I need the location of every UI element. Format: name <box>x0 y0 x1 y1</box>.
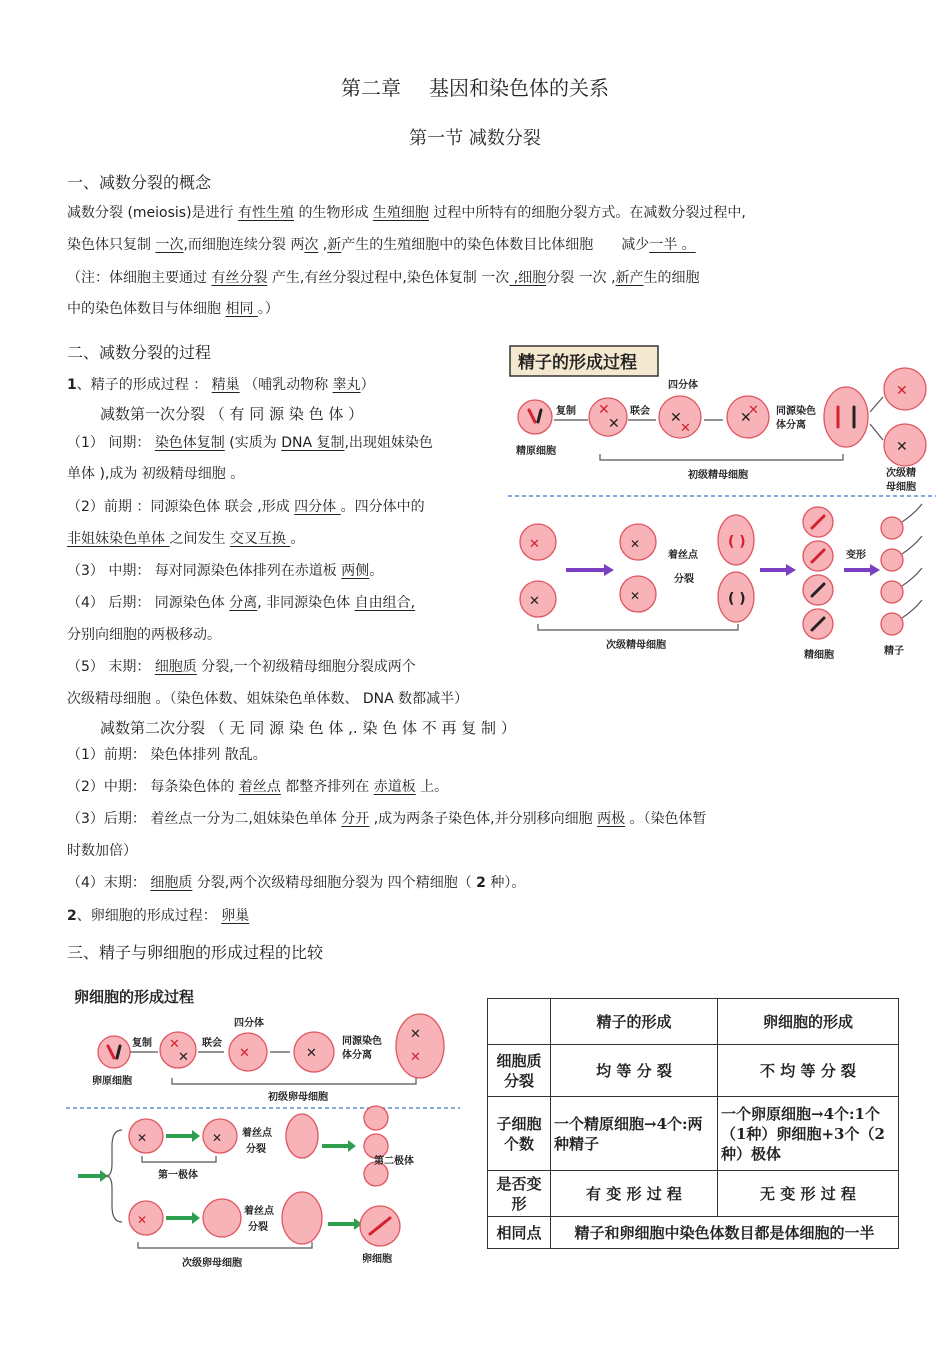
table-cell: 无 变 形 过 程 <box>718 1171 899 1217</box>
svg-text:✕: ✕ <box>178 1050 189 1065</box>
svg-text:✕: ✕ <box>212 1131 223 1145</box>
chapter-title: 第二章 基因和染色体的关系 <box>341 76 609 100</box>
svg-text:✕: ✕ <box>137 1213 148 1227</box>
label-secondary: 次级卵母细胞 <box>182 1258 242 1269</box>
table-header: 精子的形成 <box>551 999 718 1045</box>
label-primary: 初级卵母细胞 <box>268 1092 328 1103</box>
table-row-header: 子细胞个数 <box>488 1097 551 1171</box>
svg-text:✕: ✕ <box>137 1131 148 1145</box>
label-synapsis: 联会 <box>202 1038 222 1049</box>
svg-text:✕: ✕ <box>410 1050 421 1065</box>
concept-line-4: 中的染色体数目与体细胞 相同 。） <box>67 301 279 317</box>
table-row-header: 细胞质分裂 <box>488 1045 551 1097</box>
svg-text:✕: ✕ <box>169 1037 180 1052</box>
label-centromere: 着丝点 <box>668 550 698 561</box>
label-secondary-short2: 母细胞 <box>886 482 916 493</box>
table-row <box>488 999 899 1045</box>
anaphase1-cell <box>824 387 868 447</box>
label-homolog-sep2: 体分离 <box>342 1050 372 1061</box>
label-first-polar: 第一极体 <box>158 1170 198 1181</box>
metaphase-line: （3） 中期： 每对同源染色体排列在赤道板 两侧。 <box>67 563 384 579</box>
table-cell: 一个精原细胞→4个:两种精子 <box>551 1097 718 1171</box>
table-cell: 不 均 等 分 裂 <box>718 1045 899 1097</box>
concept-line-3: （注：体细胞主要通过 有丝分裂 产生,有丝分裂过程中,染色体复制 一次 ,细胞分裂 一次 ,新产生的细胞 <box>67 270 700 286</box>
label-copy: 复制 <box>556 406 576 417</box>
table-row <box>488 1097 899 1171</box>
sperm-formation-diagram <box>508 342 936 664</box>
label-spermatid: 精细胞 <box>804 650 834 661</box>
table-row-header: 相同点 <box>488 1217 551 1249</box>
telophase-line: （5） 末期： 细胞质 分裂,一个初级精母细胞分裂成两个 <box>67 659 416 675</box>
label-second-polar: 第二极体 <box>374 1156 414 1167</box>
label-secondary: 次级精母细胞 <box>606 640 666 651</box>
label-centromere-1: 着丝点 <box>242 1128 272 1139</box>
svg-text:✕: ✕ <box>630 589 641 603</box>
svg-text:✕: ✕ <box>896 439 908 455</box>
part2-heading: 二、减数分裂的过程 <box>67 343 212 362</box>
svg-text:( ): ( ) <box>728 534 746 550</box>
m2-metaphase-line: （2）中期： 每条染色体的 着丝点 都整齐排列在 赤道板 上。 <box>67 779 449 795</box>
table-cell: 有 变 形 过 程 <box>551 1171 718 1217</box>
section-title: 第一节 减数分裂 <box>409 128 541 149</box>
label-homolog-sep: 同源染色 <box>342 1036 382 1047</box>
table-cell: 均 等 分 裂 <box>551 1045 718 1097</box>
part1-heading: 一、减数分裂的概念 <box>67 173 212 192</box>
svg-text:✕: ✕ <box>306 1046 317 1061</box>
label-split-2: 分裂 <box>248 1222 268 1233</box>
label-homolog-sep: 同源染色 <box>776 406 816 417</box>
svg-text:( ): ( ) <box>728 591 746 607</box>
svg-text:✕: ✕ <box>680 421 691 436</box>
svg-text:✕: ✕ <box>630 537 641 551</box>
part3-heading: 三、精子与卵细胞的形成过程的比较 <box>67 943 324 962</box>
table-row <box>488 1171 899 1217</box>
svg-text:✕: ✕ <box>529 594 540 609</box>
label-split-1: 分裂 <box>246 1144 266 1155</box>
table-cell <box>488 999 551 1045</box>
label-tetrad: 四分体 <box>668 380 698 391</box>
table-header: 卵细胞的形成 <box>718 999 899 1045</box>
second-division-heading: 减数第二次分裂 （ 无 同 源 染 色 体 ,. 染 色 体 不 再 复 制 ） <box>100 719 516 737</box>
svg-text:✕: ✕ <box>529 537 540 552</box>
egg-formation-diagram <box>66 986 460 1270</box>
anaphase-line: （4） 后期： 同源染色体 分离, 非同源染色体 自由组合, <box>67 595 416 611</box>
table-cell: 精子和卵细胞中染色体数目都是体细胞的一半 <box>551 1217 899 1249</box>
spermatogonium-cell <box>518 400 552 434</box>
concept-line-1: 减数分裂 (meiosis)是进行 有性生殖 的生物形成 生殖细胞 过程中所特有的细胞分裂方式。在减数分裂过程中, <box>67 205 746 221</box>
m2-anaphase-line-2: 时数加倍） <box>67 843 137 859</box>
label-tetrad: 四分体 <box>234 1018 264 1029</box>
m2-prophase-line: （1）前期： 染色体排列 散乱。 <box>67 747 267 763</box>
interphase-line-2: 单体 ),成为 初级精母细胞 。 <box>67 466 245 482</box>
svg-text:✕: ✕ <box>239 1046 250 1061</box>
concept-line-2: 染色体只复制 一次,而细胞连续分裂 两次 ,新产生的生殖细胞中的染色体数目比体细胞 减少一半 。 <box>67 237 696 253</box>
svg-text:✕: ✕ <box>896 383 908 399</box>
first-division-heading: 减数第一次分裂 （ 有 同 源 染 色 体 ） <box>100 405 364 423</box>
svg-text:✕: ✕ <box>608 416 620 432</box>
label-synapsis: 联会 <box>630 406 650 417</box>
label-homolog-sep2: 体分离 <box>776 420 806 431</box>
table-row <box>488 1217 899 1249</box>
svg-text:✕: ✕ <box>410 1027 421 1042</box>
table-row <box>488 1045 899 1097</box>
prophase-line-2: 非姐妹染色单体 之间发生 交叉互换 。 <box>67 531 305 547</box>
telophase-line-2: 次级精母细胞 。（染色体数、姐妹染色单体数、 DNA 数都减半） <box>67 691 469 707</box>
label-spermatogonium: 精原细胞 <box>516 446 556 457</box>
figure-title: 卵细胞的形成过程 <box>74 988 195 1006</box>
anaphase-line-2: 分别向细胞的两极移动。 <box>67 627 221 643</box>
sperm-formation-line: 1、精子的形成过程 ： 精巢 （哺乳动物称 睾丸） <box>67 377 375 393</box>
m2-telophase-line: （4）末期： 细胞质 分裂,两个次级精母细胞分裂为 四个精细胞（ 2 种）。 <box>67 875 526 891</box>
label-primary: 初级精母细胞 <box>688 470 748 481</box>
table-cell: 一个卵原细胞→4个:1个（1种）卵细胞+3个（2种）极体 <box>718 1097 899 1171</box>
label-secondary-short: 次级精 <box>886 468 916 479</box>
egg-formation-line: 2、卵细胞的形成过程： 卵巢 <box>67 908 250 924</box>
svg-text:✕: ✕ <box>670 410 682 426</box>
comparison-table <box>487 998 899 1249</box>
table-row-header: 是否变形 <box>488 1171 551 1217</box>
label-oogonium: 卵原细胞 <box>92 1076 132 1087</box>
label-centromere-2: 着丝点 <box>244 1206 274 1217</box>
svg-text:✕: ✕ <box>740 410 752 426</box>
figure-title: 精子的形成过程 <box>518 353 637 373</box>
label-egg: 卵细胞 <box>362 1254 392 1265</box>
label-copy: 复制 <box>132 1038 152 1049</box>
m2-anaphase-line: （3）后期： 着丝点一分为二,姐妹染色单体 分开 ,成为两条子染色体,并分别移向细胞 两极 。（染色体暂 <box>67 811 707 827</box>
label-transform: 变形 <box>846 550 866 561</box>
svg-text:✕: ✕ <box>598 402 610 418</box>
svg-text:✕: ✕ <box>748 403 759 418</box>
label-sperm: 精子 <box>884 646 904 657</box>
interphase-line: （1） 间期： 染色体复制 (实质为 DNA 复制,出现姐妹染色 <box>67 435 433 451</box>
label-split: 分裂 <box>674 574 694 585</box>
prophase-line: （2）前期 ：同源染色体 联会 ,形成 四分体 。四分体中的 <box>67 499 425 515</box>
